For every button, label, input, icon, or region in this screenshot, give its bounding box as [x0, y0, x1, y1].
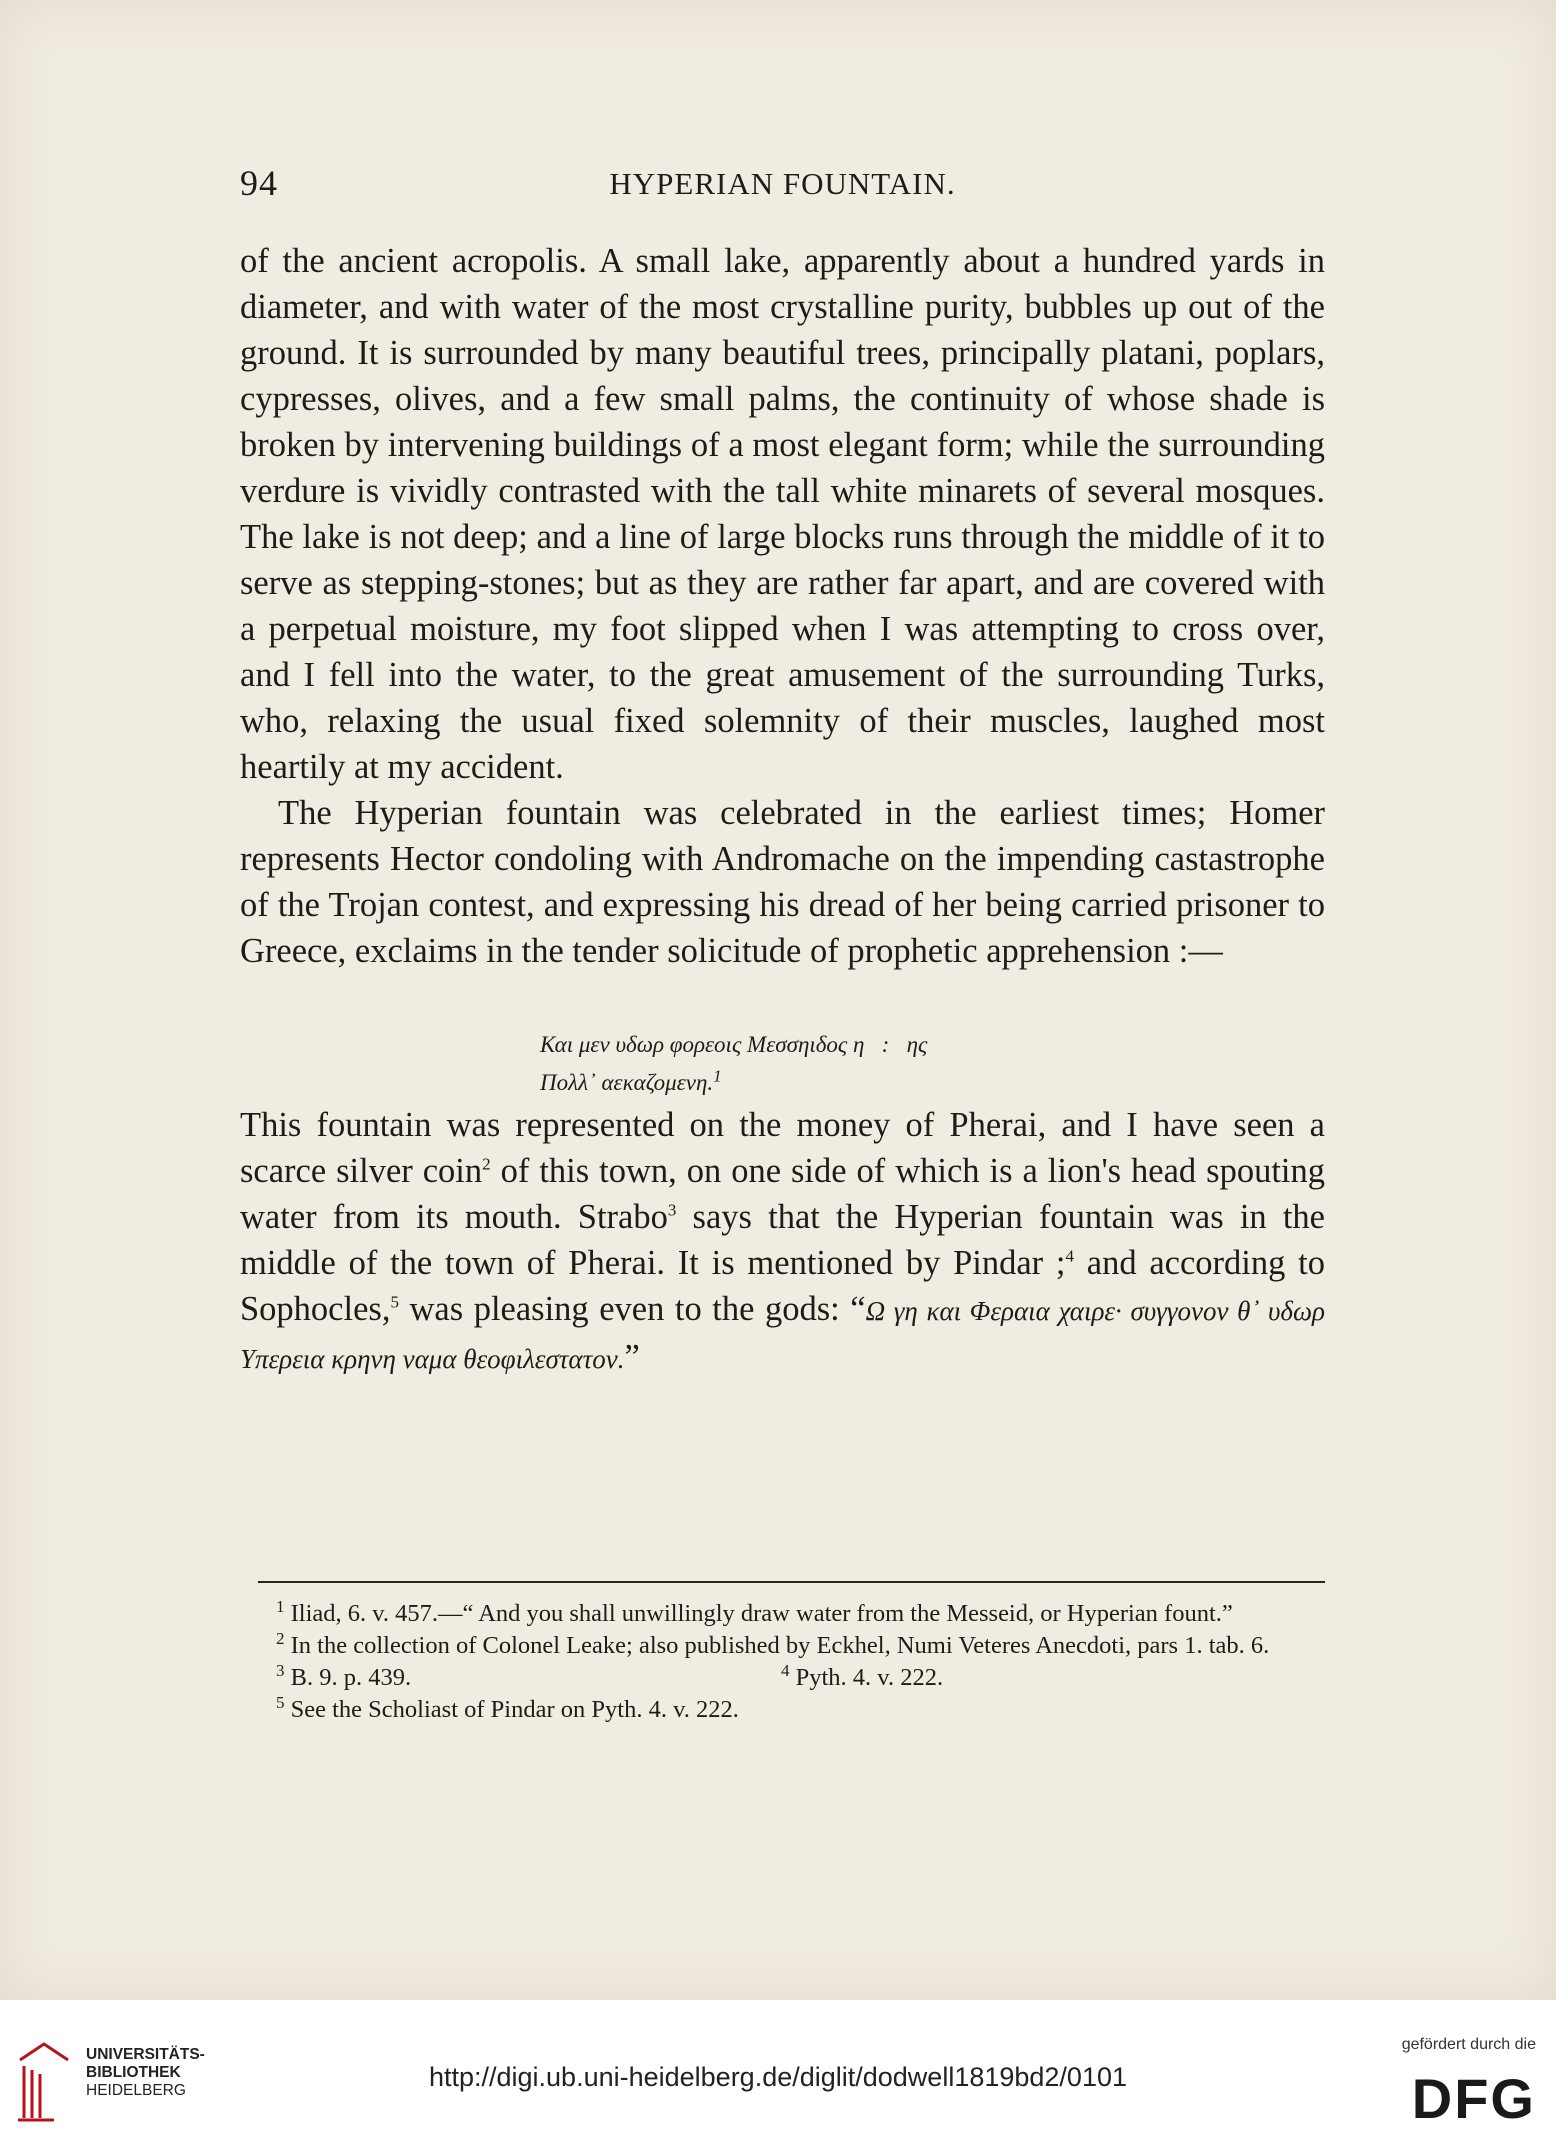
footnote-4 — [781, 1662, 943, 1694]
running-head: HYPERIAN FOUNTAIN. — [609, 166, 956, 201]
page-header — [240, 162, 1325, 212]
greek-line-2 — [540, 1064, 1325, 1102]
footnote-4-text: Pyth. 4. v. 222. — [795, 1664, 944, 1691]
footnote-3-text: B. 9. p. 439. — [290, 1664, 412, 1691]
library-line-3: HEIDELBERG — [86, 2082, 186, 2099]
greek-line-1: Και μεν υδωρ φορεοις Μεσσηιδος η : ης — [540, 1032, 928, 1057]
page-number: 94 — [240, 163, 278, 203]
paragraph-3-part-b: of this town, on one side of which is a lion's head spouting water from its mouth. Strabo — [240, 1152, 1325, 1236]
permalink-url[interactable]: http://digi.ub.uni-heidelberg.de/diglit/dodwell1819bd2/0101 — [428, 2062, 1128, 2092]
footnote-5 — [258, 1694, 1325, 1726]
paragraph-2: The Hyperian fountain was celebrated in the earliest times; Homer represents Hector condoling with Andromache on the impending castastrophe of the Trojan contest, and expressing his dread of her being carried prisoner to Greece, exclaims in the tender solicitude of prophetic apprehension :— — [240, 794, 1325, 970]
footnotes — [258, 1598, 1325, 1726]
footnote-1 — [258, 1598, 1325, 1630]
dfg-logo: DFG — [1411, 2067, 1536, 2130]
paragraph-3-part-d: and according to Sophocles, — [240, 1244, 1325, 1328]
footnote-2-text: In the collection of Colonel Leake; also published by Eckhel, Numi Veteres Anecdoti, pars 1. tab. 6. — [290, 1632, 1270, 1659]
paragraph-3-end: ” — [624, 1338, 640, 1376]
paragraph-3-part-a: This fountain was represented on the money of Pherai, and I have seen a scarce silver coin — [240, 1106, 1325, 1190]
footnote-1-text: Iliad, 6. v. 457.—“ And you shall unwillingly draw water from the Messeid, or Hyperian fount.” — [290, 1600, 1233, 1627]
footnote-ref-3: 3 — [667, 1200, 677, 1220]
greek-inline-quote: Ω γη και Φεραια χαιρε· συγγονον θ᾽ υδωρ Υπερεια κρηνη ναμα θεοφιλεστατον. — [240, 1296, 1325, 1374]
funding-label: gefördert durch die — [1401, 2036, 1536, 2053]
footnote-5-mark: 5 — [276, 1692, 285, 1712]
footnote-ref-1: 1 — [713, 1066, 722, 1086]
footnote-ref-4: 4 — [1065, 1246, 1075, 1266]
paragraph-1: of the ancient acropolis. A small lake, apparently about a hundred yards in diameter, and with water of the most crystalline purity, bubbles up out of the ground. It is surrounded by many beautiful trees, principally platani, poplars, cypresses, olives, and a few small palms, the continuity of whose shade is broken by intervening buildings of a most elegant form; while the surrounding verdure is vividly contrasted with the tall white minarets of several mosques. The lake is not deep; and a line of large blocks runs through the middle of it to serve as stepping-stones; but as they are rather far apart, and are covered with a perpetual moisture, my foot slipped when I was attempting to cross over, and I fell into the water, to the great amusement of the surrounding Turks, who, relaxing the usual fixed solemnity of their muscles, laughed most heartily at my accident. — [240, 242, 1325, 786]
footnote-row-3-4 — [258, 1662, 1325, 1694]
footnote-2 — [258, 1630, 1325, 1662]
library-line-2: BIBLIOTHEK — [86, 2064, 181, 2081]
footnote-ref-2: 2 — [482, 1154, 491, 1174]
paragraph-3 — [240, 1102, 1325, 1382]
footnote-1-mark: 1 — [276, 1596, 285, 1616]
greek-line-2-text: Πολλ᾽ αεκαζομενη. — [540, 1070, 714, 1095]
paragraph-3-part-e: was pleasing even to the gods: “ — [398, 1290, 866, 1328]
greek-quotation — [540, 1026, 1325, 1102]
footer-bar — [0, 2000, 1556, 2130]
footnote-ref-5: 5 — [390, 1292, 399, 1312]
library-line-1: UNIVERSITÄTS- — [86, 2046, 205, 2063]
footnote-5-text: See the Scholiast of Pindar on Pyth. 4. v. 222. — [290, 1696, 739, 1723]
footnote-2-mark: 2 — [276, 1628, 285, 1648]
footnote-3 — [276, 1662, 781, 1694]
footnote-3-mark: 3 — [276, 1660, 285, 1680]
paragraph-3-part-c: says that the Hyperian fountain was in the middle of the town of Pherai. It is mentioned by Pindar ; — [240, 1198, 1325, 1282]
footnote-4-mark: 4 — [781, 1660, 790, 1680]
footnote-rule — [258, 1581, 1325, 1583]
body-text — [240, 238, 1325, 1382]
